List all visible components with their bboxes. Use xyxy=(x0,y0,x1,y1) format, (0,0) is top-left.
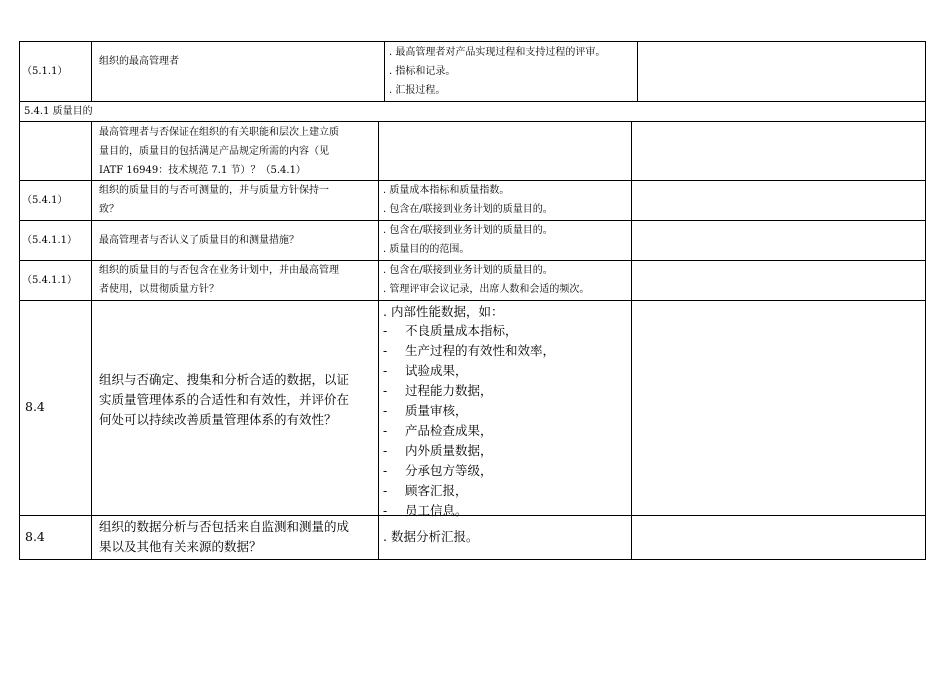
evidence-5-4-1-1-b-1: . 包含在/联接到业务计划的质量目的。 xyxy=(383,265,553,276)
dash-bullet: - xyxy=(383,423,388,438)
rule-bottom xyxy=(19,559,926,560)
evidence-5-4-1-a: . 质量成本指标和质量指数。 xyxy=(383,185,510,196)
list-item: - 产品检查成果， xyxy=(383,421,555,441)
clause-8-4-a: 8.4 xyxy=(25,399,45,414)
list-item: - 分承包方等级， xyxy=(383,461,555,481)
evidence-5-4-1-1-b-2: . 管理评审会议记录，出席人数和会适的频次。 xyxy=(383,284,590,295)
question-5-4-1-main-l1: 最高管理者与否保证在组织的有关职能和层次上建立质 xyxy=(99,127,339,138)
question-8-4-a-l1: 组织与否确定、搜集和分析合适的数据，以证 xyxy=(99,372,350,387)
dash-bullet: - xyxy=(383,343,388,358)
list-item: - 不良质量成本指标， xyxy=(383,321,555,341)
list-item: - 试验成果， xyxy=(383,361,555,381)
clause-8-4-b: 8.4 xyxy=(25,529,45,544)
question-5-4-1-main-l2: 量目的，质量目的包括满足产品规定所需的内容（见 xyxy=(99,146,329,157)
dash-bullet: - xyxy=(383,383,388,398)
evidence-8-4-a-heading: . 内部性能数据，如： xyxy=(383,304,504,319)
dash-bullet: - xyxy=(383,483,388,498)
clause-5-4-1-1-a: （5.4.1.1） xyxy=(22,235,77,246)
question-5-4-1-l2: 致？ xyxy=(99,204,119,215)
evidence-5-1-1-c: . 汇报过程。 xyxy=(389,85,446,96)
evidence-5-4-1-1-a-1: . 包含在/联接到业务计划的质量目的。 xyxy=(383,225,553,236)
list-item: - 生产过程的有效性和效率， xyxy=(383,341,555,361)
clause-5-4-1: （5.4.1） xyxy=(22,195,68,206)
evidence-5-4-1-1-a-2: . 质量目的的范围。 xyxy=(383,244,470,255)
evidence-5-1-1-b: . 指标和记录。 xyxy=(389,66,456,77)
question-5-1-1: 组织的最高管理者 xyxy=(99,56,179,67)
question-5-4-1-1-b-l1: 组织的质量目的与否包含在业务计划中，并由最高管理 xyxy=(99,265,339,276)
question-8-4-b-l2: 果以及其他有关来源的数据？ xyxy=(99,539,262,554)
col-a-r1 xyxy=(91,41,92,101)
evidence-5-1-1-a: . 最高管理者对产品实现过程和支持过程的评审。 xyxy=(389,47,606,58)
clause-5-4-1-1-b: （5.4.1.1） xyxy=(22,275,77,286)
question-5-4-1-l1: 组织的质量目的与否可测量的，并与质量方针保持一 xyxy=(99,185,329,196)
list-item: - 顾客汇报， xyxy=(383,481,555,501)
question-5-4-1-1-a: 最高管理者与否认义了质量目的和测量措施？ xyxy=(99,235,299,246)
dash-bullet: - xyxy=(383,363,388,378)
col-c-r1 xyxy=(637,41,638,101)
list-item: - 员工信息。 xyxy=(383,501,555,521)
rule-top xyxy=(19,41,926,42)
dash-bullet: - xyxy=(383,503,388,518)
evidence-8-4-b: . 数据分析汇报。 xyxy=(383,529,479,544)
list-item: - 质量审核， xyxy=(383,401,555,421)
question-8-4-a-l3: 何处可以持续改善质量管理体系的有效性？ xyxy=(99,412,337,427)
col-a xyxy=(91,121,92,559)
col-b-r1 xyxy=(384,41,385,101)
rule-2 xyxy=(19,121,926,122)
dash-bullet: - xyxy=(383,403,388,418)
question-5-4-1-main-l3: IATF 16949：技术规范 7.1 节）？（5.4.1） xyxy=(99,165,306,176)
col-b xyxy=(378,121,379,559)
dash-bullet: - xyxy=(383,323,388,338)
question-5-4-1-1-b-l2: 者使用，以贯彻质量方针？ xyxy=(99,284,219,295)
dash-bullet: - xyxy=(383,463,388,478)
list-item: - 过程能力数据， xyxy=(383,381,555,401)
evidence-5-4-1-b: . 包含在/联接到业务计划的质量目的。 xyxy=(383,204,553,215)
question-8-4-a-l2: 实质量管理体系的合适性和有效性，并评价在 xyxy=(99,392,350,407)
section-title-5-4-1: 5.4.1 质量目的 xyxy=(24,106,93,117)
rule-6 xyxy=(19,300,926,301)
col-c xyxy=(631,121,632,559)
list-item: - 内外质量数据， xyxy=(383,441,555,461)
rule-1 xyxy=(19,101,926,102)
clause-5-1-1: （5.1.1） xyxy=(22,66,68,77)
question-8-4-b-l1: 组织的数据分析与否包括来自监测和测量的成 xyxy=(99,519,350,534)
dash-bullet: - xyxy=(383,443,388,458)
evidence-8-4-a-list xyxy=(383,321,555,521)
